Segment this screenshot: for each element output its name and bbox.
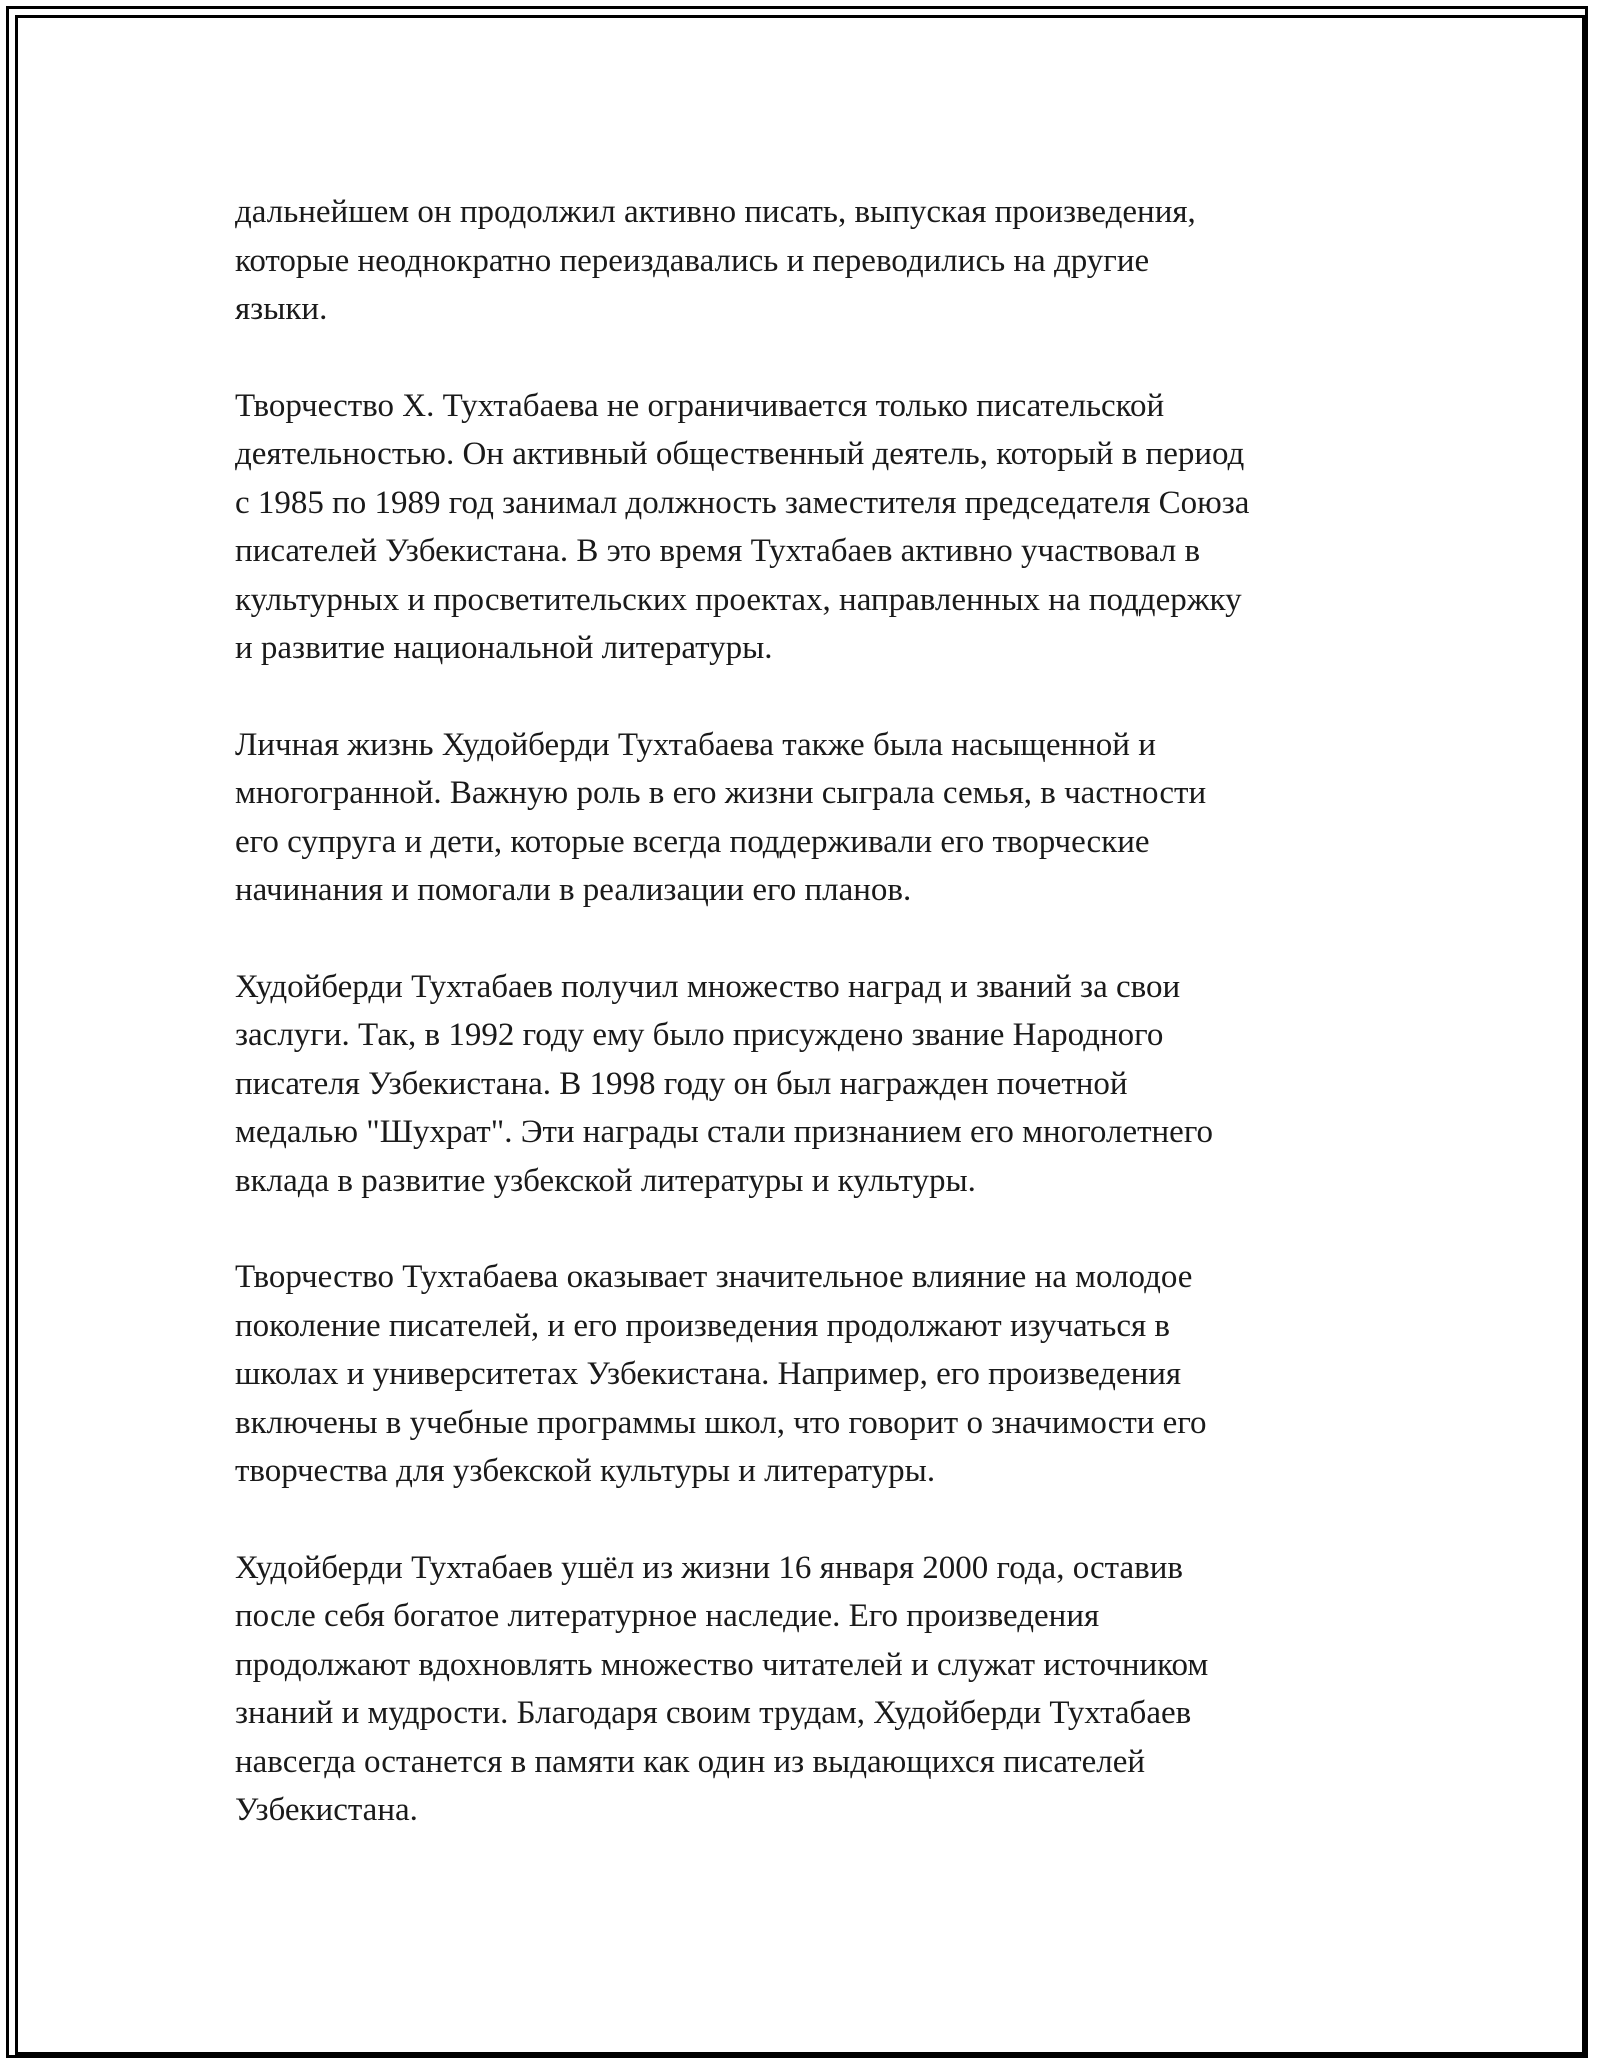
text-line: продолжают вдохновлять множество читателей и служат источником — [235, 1646, 1209, 1683]
text-line: Личная жизнь Худойберди Тухтабаева также была насыщенной и — [235, 726, 1156, 763]
text-line: его супруга и дети, которые всегда поддерживали его творческие — [235, 823, 1150, 860]
paragraph — [235, 1253, 1385, 1496]
text-line: культурных и просветительских проектах, направленных на поддержку — [235, 581, 1242, 618]
paragraph — [235, 721, 1385, 915]
text-line: языки. — [235, 291, 328, 327]
text-line: писателей Узбекистана. В это время Тухтабаев активно участвовал в — [235, 533, 1201, 569]
text-line: и развитие национальной литературы. — [235, 630, 773, 666]
text-line: заслуги. Так, в 1992 году ему было присуждено звание Народного — [235, 1017, 1164, 1053]
document-body — [235, 188, 1385, 1883]
text-line: деятельностью. Он активный общественный деятель, который в период — [235, 436, 1245, 472]
text-line: знаний и мудрости. Благодаря своим трудам, Худойберди Тухтабаев — [235, 1695, 1192, 1731]
text-line: Худойберди Тухтабаев ушёл из жизни 16 января 2000 года, оставив — [235, 1549, 1183, 1586]
paragraph — [235, 1544, 1385, 1835]
text-line: творчества для узбекской культуры и литературы. — [235, 1453, 936, 1489]
text-line: Узбекистана. — [235, 1792, 418, 1828]
text-line: писателя Узбекистана. В 1998 году он был награжден почетной — [235, 1065, 1128, 1102]
text-line: Творчество Х. Тухтабаева не ограничивается только писательской — [235, 387, 1165, 424]
text-line: медалью "Шухрат". Эти награды стали признанием его многолетнего — [235, 1114, 1214, 1150]
text-line: вклада в развитие узбекской литературы и культуры. — [235, 1162, 976, 1199]
text-line: которые неоднократно переиздавались и переводились на другие — [235, 242, 1150, 279]
text-line: школах и университетах Узбекистана. Например, его произведения — [235, 1356, 1182, 1392]
text-line: навсегда останется в памяти как один из выдающихся писателей — [235, 1743, 1146, 1780]
text-line: дальнейшем он продолжил активно писать, выпуская произведения, — [235, 194, 1196, 230]
paragraph — [235, 382, 1385, 673]
paragraph — [235, 188, 1385, 334]
text-line: с 1985 по 1989 год занимал должность заместителя председателя Союза — [235, 484, 1250, 521]
text-line: Творчество Тухтабаева оказывает значительное влияние на молодое — [235, 1259, 1193, 1295]
text-line: многогранной. Важную роль в его жизни сыграла семья, в частности — [235, 775, 1207, 811]
text-line: поколение писателей, и его произведения продолжают изучаться в — [235, 1307, 1170, 1344]
text-line: Худойберди Тухтабаев получил множество наград и званий за свои — [235, 968, 1181, 1005]
text-line: включены в учебные программы школ, что говорит о значимости его — [235, 1404, 1207, 1441]
text-line: после себя богатое литературное наследие. Его произведения — [235, 1598, 1100, 1634]
text-line: начинания и помогали в реализации его планов. — [235, 872, 912, 908]
paragraph — [235, 963, 1385, 1206]
